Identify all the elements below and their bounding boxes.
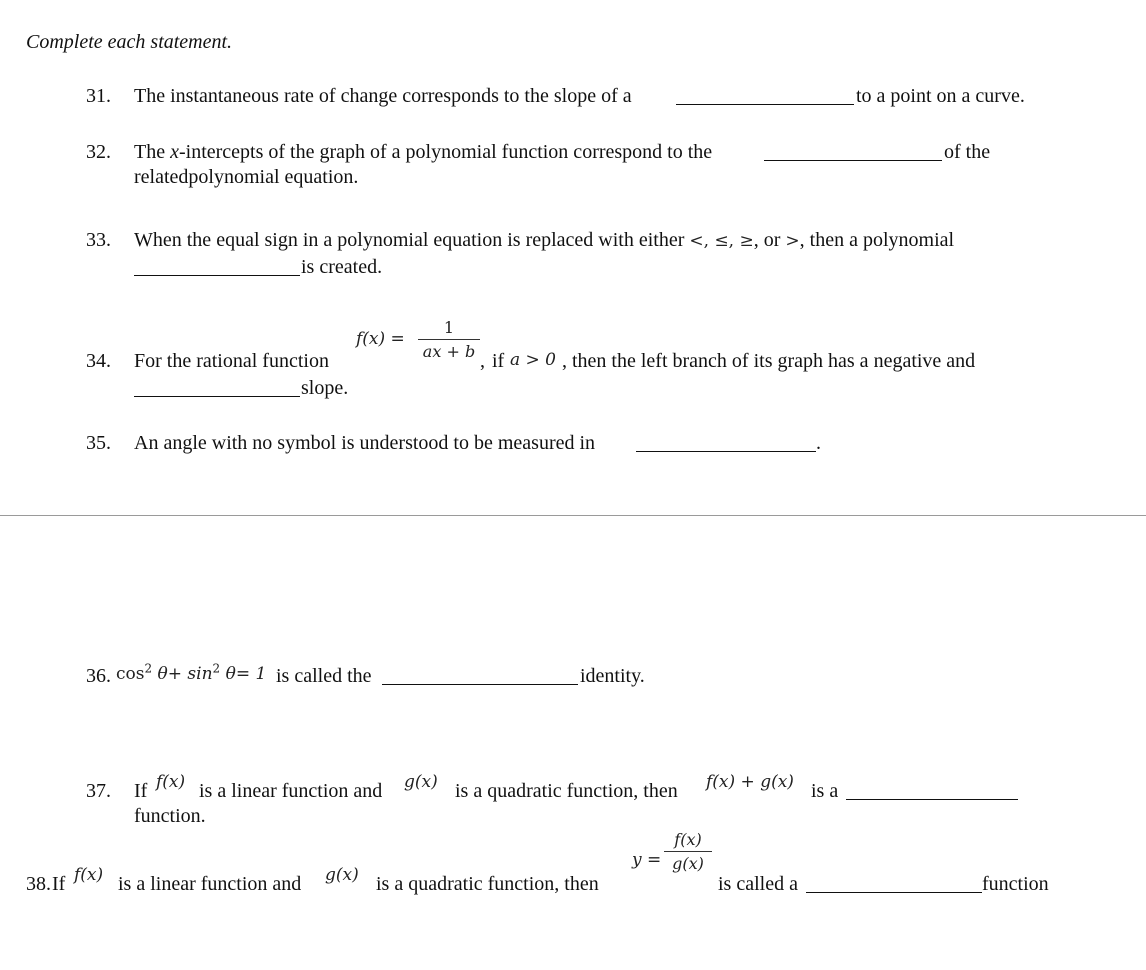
question-number: 32. — [86, 141, 111, 163]
question-number: 37. — [86, 780, 111, 802]
question-text: is called the — [276, 665, 372, 687]
question-text: is a quadratic function, then — [455, 780, 678, 802]
answer-blank-32[interactable] — [764, 160, 942, 161]
rational-fraction — [418, 318, 480, 361]
answer-blank-35[interactable] — [636, 451, 816, 452]
question-text — [134, 142, 712, 162]
period: . — [816, 432, 821, 454]
function-f: f(x) — [74, 865, 104, 885]
fraction-bar — [664, 851, 712, 852]
question-text-after: to a point on a curve. — [856, 85, 1025, 107]
answer-blank-33[interactable] — [134, 275, 300, 276]
identity-equation — [116, 661, 267, 684]
question-text-after: of the — [944, 141, 991, 163]
question-number: 35. — [86, 432, 111, 454]
question-text-line2: is created. — [301, 256, 383, 278]
question-text-after: identity. — [580, 665, 645, 687]
function-f: f(x) — [156, 772, 186, 792]
function-g: g(x) — [325, 865, 359, 885]
question-text: is called a — [718, 873, 798, 895]
function-sum: f(x) + g(x) — [706, 772, 794, 792]
text-segment: , then a polynomial — [799, 229, 955, 251]
question-number: 36. — [86, 665, 111, 687]
answer-blank-31[interactable] — [676, 104, 854, 105]
equals-one: θ= 1 — [225, 664, 267, 684]
question-text — [134, 230, 954, 250]
question-text-line2: slope. — [301, 377, 349, 399]
fraction-denominator: ax + b — [422, 342, 476, 361]
function-g: g(x) — [404, 772, 438, 792]
function-label: f(x) = — [356, 329, 405, 349]
page-divider — [0, 515, 1146, 516]
question-text-after: , then the left branch of its graph has a negative and — [562, 350, 976, 372]
question-text-line2: function. — [134, 805, 206, 827]
fraction-bar — [418, 339, 480, 340]
condition: a > 0 — [510, 350, 557, 370]
question-text-line2: relatedpolynomial equation. — [134, 166, 359, 188]
instruction-heading: Complete each statement. — [26, 31, 233, 53]
variable-x: x — [170, 141, 179, 163]
inequality-symbols: <, ≤, ≥ — [689, 231, 754, 251]
question-text: is a linear function and — [199, 780, 383, 802]
question-text: is a linear function and — [118, 873, 302, 895]
text-segment: When the equal sign in a polynomial equation is replaced with either — [134, 229, 685, 251]
question-text: An angle with no symbol is understood to be measured in — [134, 432, 596, 454]
answer-blank-36[interactable] — [382, 684, 578, 685]
text-segment: -intercepts of the graph of a polynomial function correspond to the — [178, 141, 713, 163]
if-word: If — [52, 873, 66, 895]
question-number: 38. — [26, 873, 51, 895]
y-equals: y = — [632, 850, 662, 870]
fraction-numerator: f(x) — [674, 830, 702, 849]
quotient-fraction — [664, 830, 712, 873]
exponent: 2 — [144, 661, 153, 676]
question-text-after: function — [982, 873, 1049, 895]
question-number: 31. — [86, 85, 111, 107]
answer-blank-38[interactable] — [806, 892, 982, 893]
question-text: is a quadratic function, then — [376, 873, 599, 895]
text-or: , or — [753, 229, 781, 251]
answer-blank-34[interactable] — [134, 396, 300, 397]
fraction-denominator: g(x) — [672, 854, 704, 873]
comma: , — [480, 350, 485, 372]
exponent: 2 — [212, 661, 221, 676]
greater-than-symbol: > — [785, 231, 800, 251]
question-text: The instantaneous rate of change corresponds to the slope of a — [134, 85, 632, 107]
if-word: If — [134, 780, 148, 802]
text-segment: The — [134, 141, 171, 163]
answer-blank-37[interactable] — [846, 799, 1018, 800]
question-number: 34. — [86, 350, 111, 372]
question-text: For the rational function — [134, 350, 329, 372]
question-number: 33. — [86, 229, 111, 251]
is-a-text: is a — [811, 780, 839, 802]
sin-term: θ+ sin — [157, 664, 213, 684]
if-word: if — [492, 350, 505, 372]
fraction-numerator: 1 — [443, 318, 455, 337]
cos-term: cos — [116, 664, 145, 684]
